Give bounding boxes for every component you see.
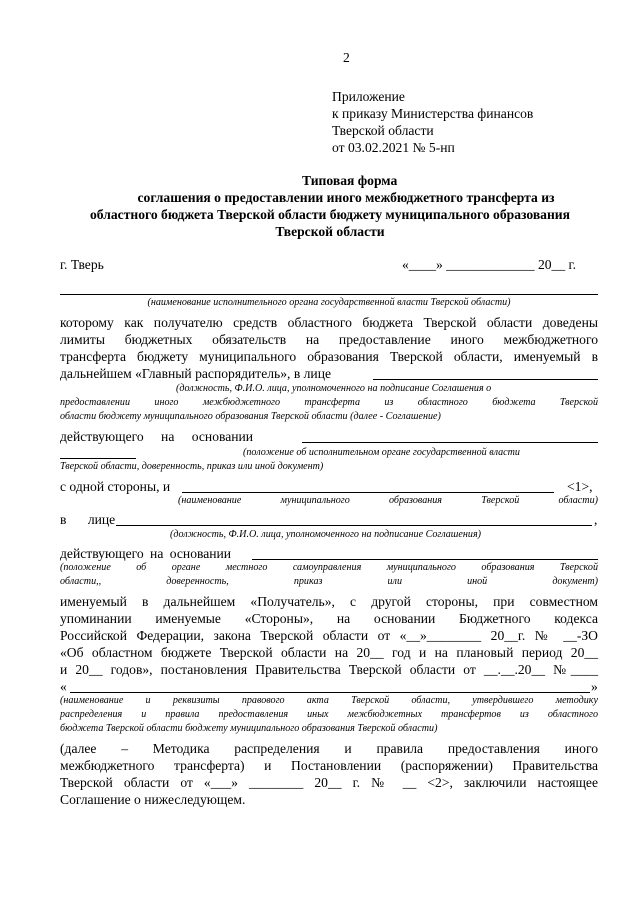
paragraph-1-line-3: трансферта бюджету муниципального образования Тверской области, именуемый в	[60, 349, 598, 364]
caption-legal-act-line-1: (наименование и реквизиты правового акта Тверской области, утвердившего методику	[60, 695, 598, 706]
caption-signatory-line-1: (должность, Ф.И.О. лица, уполномоченного на подписание Соглашения о	[176, 383, 492, 394]
title-line-1: Типовая форма	[302, 173, 398, 188]
caption-local-basis-line-2: области,, доверенность, приказ или иной документ)	[60, 576, 598, 587]
title-line-3: областного бюджета Тверской области бюджету муниципального образования	[90, 207, 570, 222]
paragraph-2-line-5: и 20__ годов», постановления Правительства Тверской области от __.__.20__ №____	[60, 662, 598, 677]
caption-municipality: (наименование муниципального образования Тверской области)	[178, 495, 598, 506]
acting-basis-2: действующего на основании	[60, 546, 232, 561]
blank-line-legal-act	[70, 692, 590, 693]
page-number: 2	[343, 50, 350, 65]
paragraph-3-line-3: Тверской области от «___» ________ 20__ г. № __ <2>, заключили настоящее	[60, 775, 598, 790]
blank-line-municipality	[182, 492, 554, 493]
caption-basis-line-2: Тверской области, доверенность, приказ или иной документ)	[60, 461, 324, 472]
appendix-line-1: Приложение	[332, 89, 405, 104]
blank-line-person	[373, 379, 598, 380]
paragraph-1-line-4: дальнейшем «Главный распорядитель», в лице	[60, 366, 331, 381]
paragraph-1-line-2: лимиты бюджетных обязательств на предоставление иного межбюджетного	[60, 332, 598, 347]
appendix-line-4: от 03.02.2021 № 5-нп	[332, 140, 455, 155]
title-line-2: соглашения о предоставлении иного межбюджетного трансферта из	[137, 190, 555, 205]
caption-signatory-line-2: предоставлении иного межбюджетного трансферта из областного бюджета Тверской	[60, 397, 598, 408]
caption-signatory-line-3: области бюджету муниципального образования Тверской области (далее - Соглашение)	[60, 411, 441, 422]
one-side: с одной стороны, и	[60, 479, 171, 494]
paragraph-3-line-1: (далее – Методика распределения и правила предоставления иного	[60, 741, 598, 756]
footnote-1: <1>,	[567, 479, 593, 494]
appendix-line-3: Тверской области	[332, 123, 434, 138]
person-suffix: ,	[594, 512, 598, 527]
paragraph-3-line-2: межбюджетного трансферта) и Постановлении (распоряжении) Правительства	[60, 758, 598, 773]
paragraph-3-line-4: Соглашение о нижеследующем.	[60, 792, 246, 807]
blank-line-basis	[302, 442, 598, 443]
caption-legal-act-line-2: распределения и правила предоставления иных межбюджетных трансфертов из областного	[60, 709, 598, 720]
caption-legal-act-line-3: бюджета Тверской области бюджету муниципального образования Тверской области)	[60, 723, 438, 734]
date-line: «____» _____________ 20__ г.	[402, 257, 576, 272]
title-line-4: Тверской области	[275, 224, 385, 239]
paragraph-2-line-1: именуемый в дальнейшем «Получатель», с другой стороны, при совместном	[60, 594, 598, 609]
person-prefix: в лице	[60, 512, 116, 527]
blank-line-organ	[60, 294, 598, 295]
paragraph-2-line-3: Российской Федерации, закона Тверской области от «__»________ 20__г. № __-ЗО	[60, 628, 598, 643]
appendix-line-2: к приказу Министерства финансов	[332, 106, 534, 121]
blank-line-person-2	[116, 525, 592, 526]
acting-basis: действующего на основании	[60, 429, 254, 444]
caption-basis-line-1: (положение об исполнительном органе государственной власти	[243, 447, 520, 458]
city: г. Тверь	[60, 257, 104, 272]
caption-local-basis-line-1: (положение об органе местного самоуправления муниципального образования Тверской	[60, 562, 598, 573]
quote-open: «	[60, 679, 67, 694]
paragraph-2-line-4: «Об областном бюджете Тверской области на 20__ год и на плановый период 20__	[60, 645, 598, 660]
paragraph-1-line-1: которому как получателю средств областного бюджета Тверской области доведены	[60, 315, 598, 330]
caption-person: (должность, Ф.И.О. лица, уполномоченного на подписание Соглашения)	[170, 529, 481, 540]
paragraph-2-line-2: упоминании именуемые «Стороны», на основании Бюджетного кодекса	[60, 611, 598, 626]
blank-line-basis-3	[252, 559, 598, 560]
quote-close: »	[591, 679, 598, 694]
blank-line-basis-2	[60, 458, 136, 459]
caption-organ: (наименование исполнительного органа государственной власти Тверской области)	[147, 297, 511, 308]
